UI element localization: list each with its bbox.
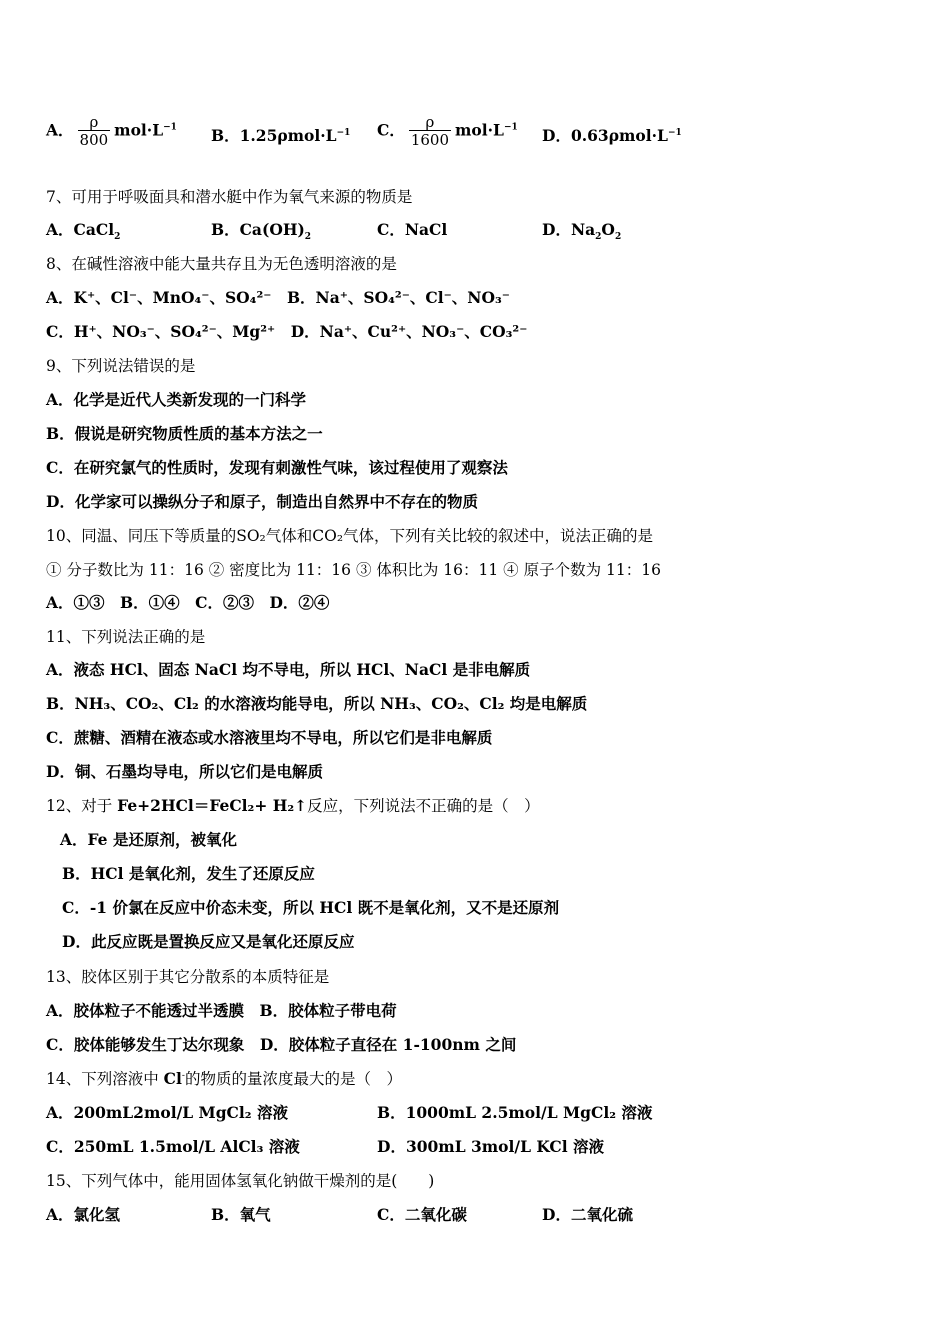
q8-stem: 8、在碱性溶液中能大量共存且为无色透明溶液的是 [46,255,397,273]
q7-stem: 7、可用于呼吸面具和潜水艇中作为氧气来源的物质是 [46,188,413,206]
q6-option-c: C． $\frac{\rho}{1600}$ $mol\cdot L^{-1}$ [377,113,518,149]
q12-option-c: C．-1 价氯在反应中价态未变，所以 HCl 既不是氧化剂，又不是还原剂 [62,898,560,917]
q15-option-d: D．二氧化硫 [542,1205,633,1224]
q13-options-line2: C．胶体能够发生丁达尔现象 D．胶体粒子直径在 1-100nm 之间 [46,1035,517,1054]
q14-option-b: B．1000mL 2.5mol/L MgCl₂ 溶液 [377,1103,653,1122]
q10-stem: 10、同温、同压下等质量的SO₂气体和CO₂气体，下列有关比较的叙述中，说法正确的是 [46,527,654,545]
q13-options-line1: A．胶体粒子不能透过半透膜 B．胶体粒子带电荷 [46,1001,397,1020]
q12-option-a: A．Fe 是还原剂，被氧化 [60,830,237,849]
q11-option-c: C．蔗糖、酒精在液态或水溶液里均不导电，所以它们是非电解质 [46,728,493,747]
q7-option-b: B．$Ca(OH)_2$ [211,220,312,243]
q15-option-c: C．二氧化碳 [377,1205,467,1224]
q6-option-a: A． $\frac{\rho}{800}$ $mol\cdot L^{-1}$ [46,113,177,149]
q7-option-c: C．NaCl [377,220,448,239]
q10-items: ① 分子数比为 11：16 ② 密度比为 11：16 ③ 体积比为 16：11 ④ 原子个数为 11：16 [46,561,661,579]
q9-option-c: C．在研究氯气的性质时，发现有刺激性气味，该过程使用了观察法 [46,458,508,477]
q12-option-b: B．HCl 是氧化剂，发生了还原反应 [62,864,315,883]
q7-option-a: A．CaCl$_2$ [46,220,121,243]
fraction: $\frac{\rho}{800}$ [79,113,109,149]
q11-option-d: D．铜、石墨均导电，所以它们是电解质 [46,762,323,781]
q9-option-a: A．化学是近代人类新发现的一门科学 [46,390,307,409]
q14-stem: 14、下列溶液中 Cl-的物质的量浓度最大的是（ ） [46,1069,402,1088]
q12-option-d: D．此反应既是置换反应又是氧化还原反应 [62,932,355,951]
q15-option-a: A．氯化氢 [46,1205,121,1224]
q9-option-d: D．化学家可以操纵分子和原子，制造出自然界中不存在的物质 [46,492,478,511]
fraction: $\frac{\rho}{1600}$ [410,113,450,149]
q11-option-b: B．NH₃、CO₂、Cl₂ 的水溶液均能导电，所以 NH₃、CO₂、Cl₂ 均是电解质 [46,694,588,713]
q13-stem: 13、胶体区别于其它分散系的本质特征是 [46,968,330,986]
q6-option-b: B．$1.25\rho mol\cdot L^{-1}$ [211,126,351,145]
q15-stem: 15、下列气体中，能用固体氢氧化钠做干燥剂的是( ) [46,1172,435,1190]
q11-option-a: A．液态 HCl、固态 NaCl 均不导电，所以 HCl、NaCl 是非电解质 [46,660,531,679]
q10-options: A．①③ B．①④ C．②③ D．②④ [46,593,330,612]
q8-options-line1: A．K⁺、Cl⁻、MnO₄⁻、SO₄²⁻ B．Na⁺、SO₄²⁻、Cl⁻、NO₃⁻ [46,288,510,307]
q8-options-line2: C．H⁺、NO₃⁻、SO₄²⁻、Mg²⁺ D．Na⁺、Cu²⁺、NO₃⁻、CO₃²⁻ [46,322,528,341]
q7-option-d: D．$Na_2O_2$ [542,220,622,243]
q14-option-a: A．200mL2mol/L MgCl₂ 溶液 [46,1103,288,1122]
q14-option-c: C．250mL 1.5mol/L AlCl₃ 溶液 [46,1137,300,1156]
q11-stem: 11、下列说法正确的是 [46,628,206,646]
q12-stem: 12、对于 Fe+2HCl＝FeCl₂+ H₂↑反应，下列说法不正确的是（ ） [46,796,540,815]
q9-option-b: B．假说是研究物质性质的基本方法之一 [46,424,323,443]
q15-option-b: B．氧气 [211,1205,271,1224]
q6-option-d: D．$0.63\rho mol\cdot L^{-1}$ [542,126,682,145]
q14-option-d: D．300mL 3mol/L KCl 溶液 [377,1137,605,1156]
q9-stem: 9、下列说法错误的是 [46,357,196,375]
